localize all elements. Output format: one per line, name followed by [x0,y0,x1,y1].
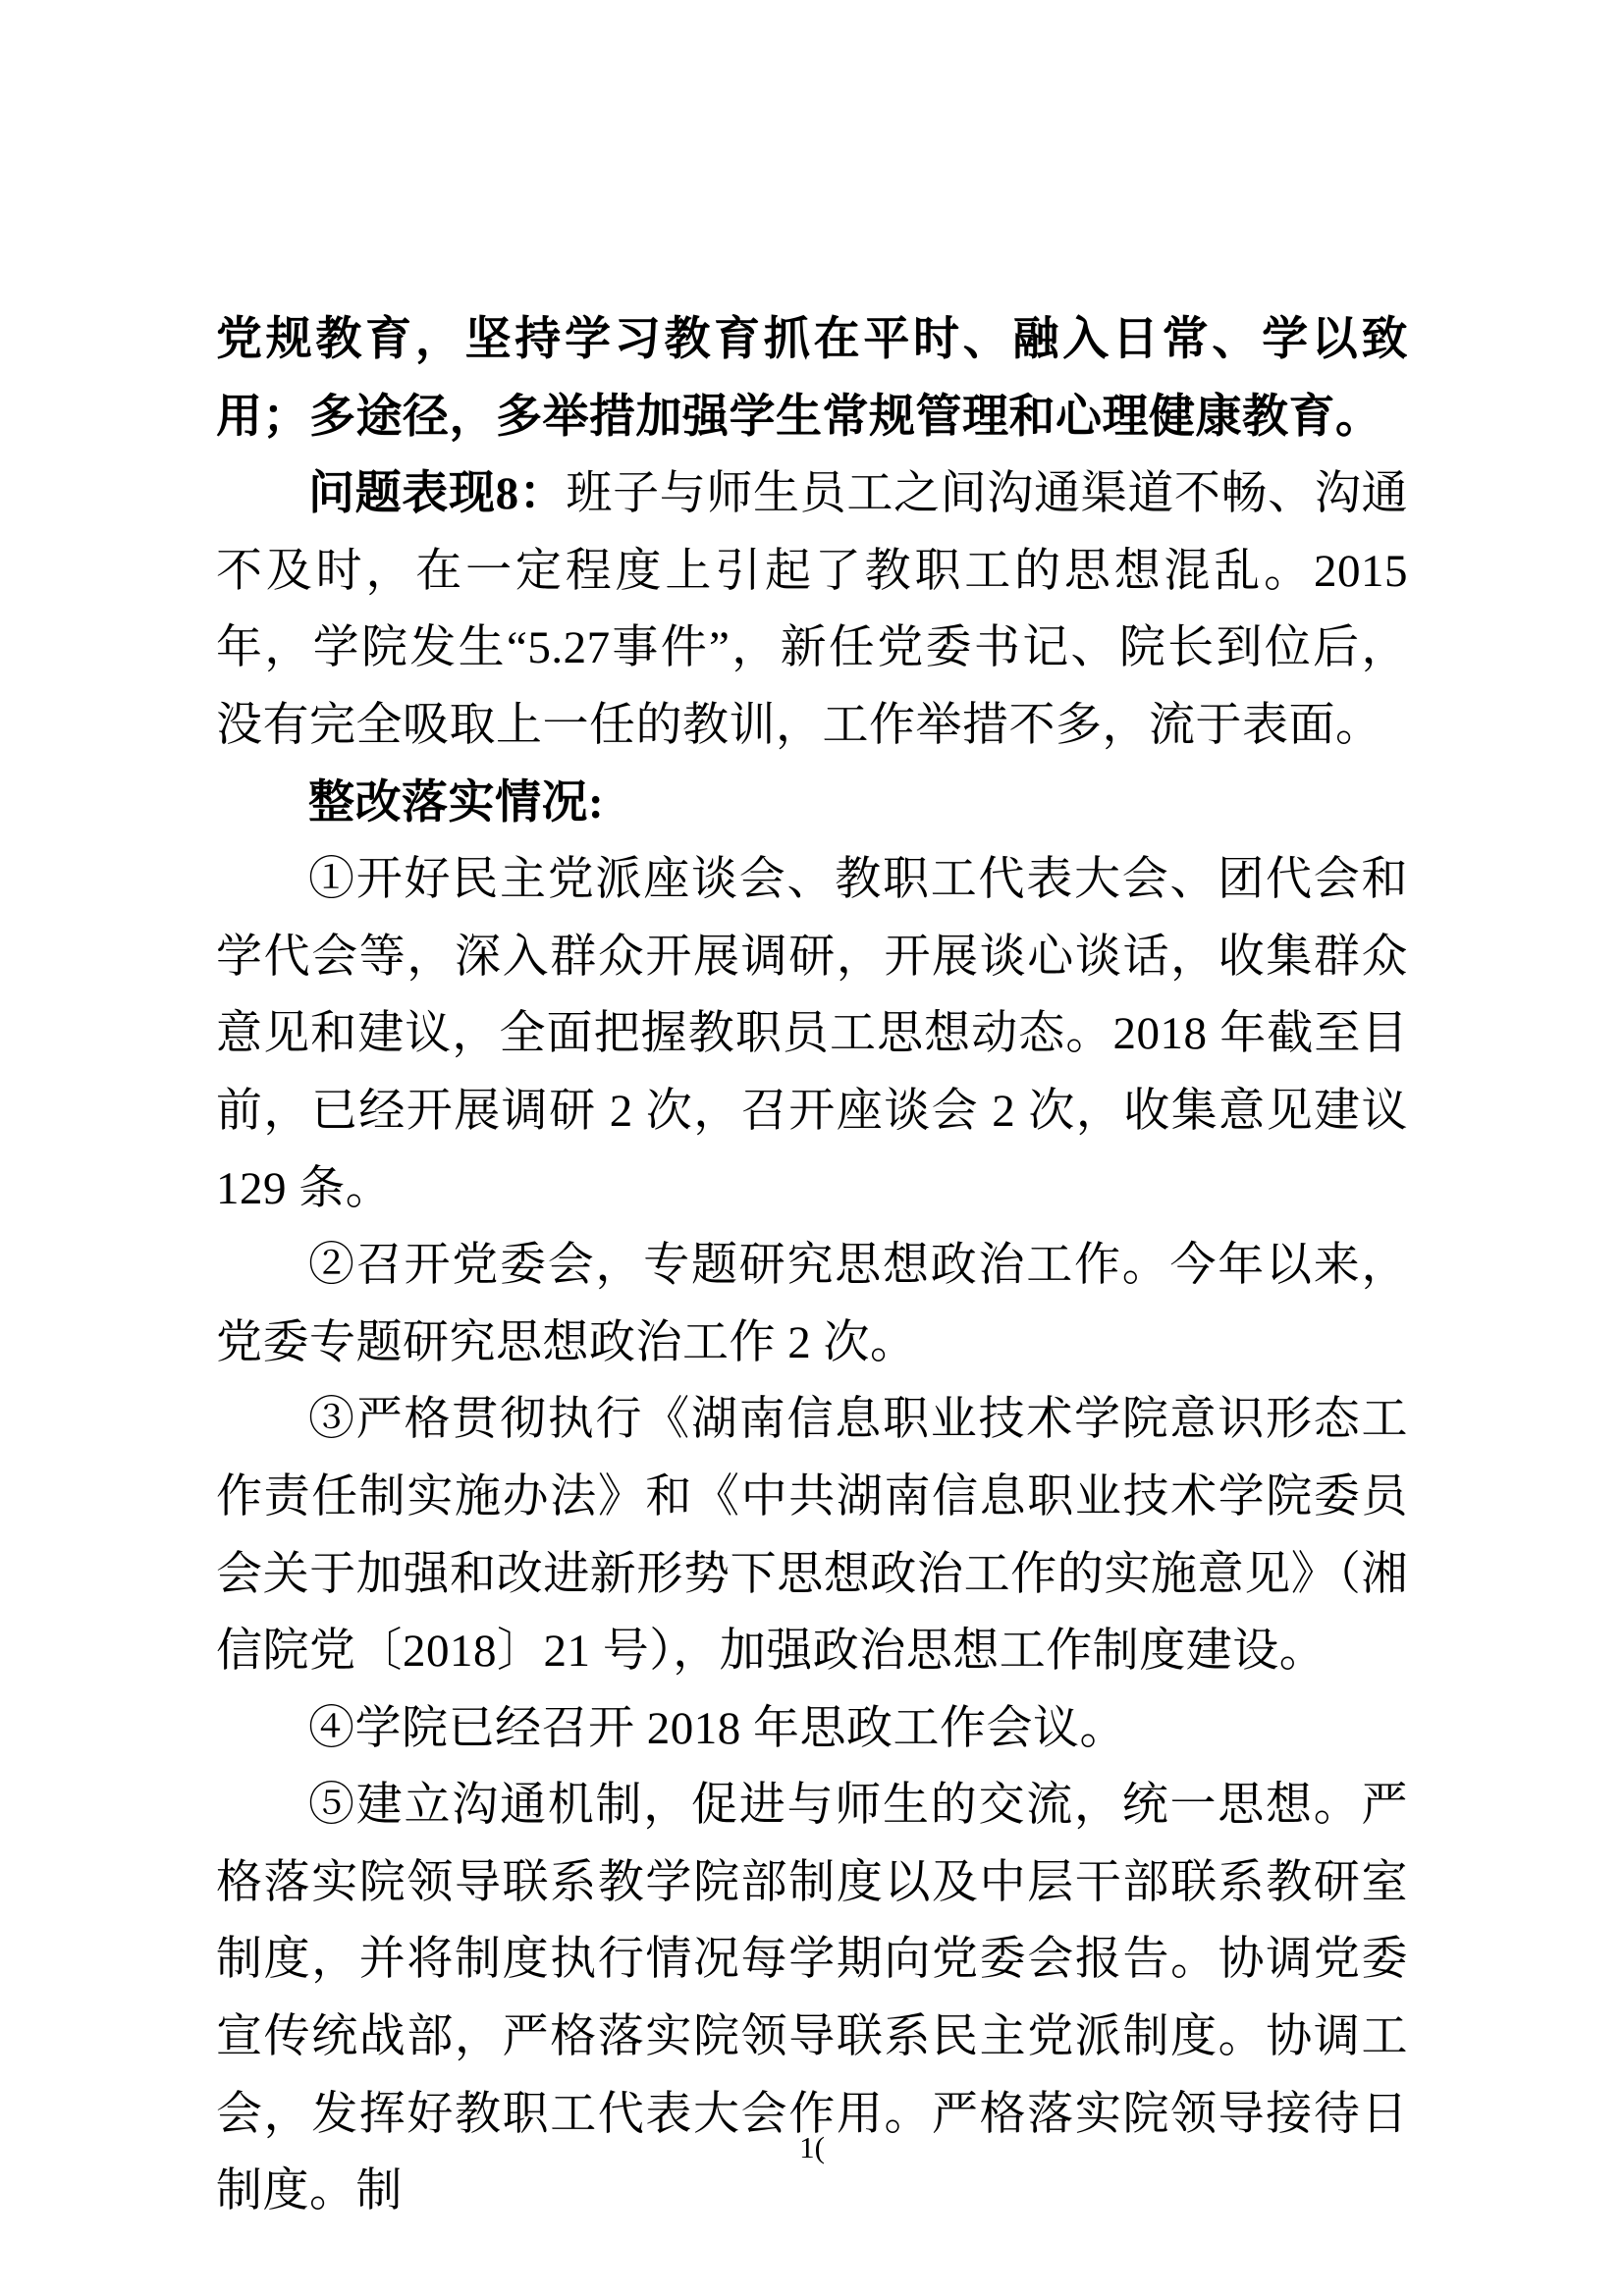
problem-8-body: 班子与师生员工之间沟通渠道不畅、沟通不及时，在一定程度上引起了教职工的思想混乱。2015年，学院发生“5.27事件”，新任党委书记、院长到位后，没有完全吸取上一任的教训，工作举措不多，流于表面。 [216,468,1409,751]
paragraph-continuation: 党规教育，坚持学习教育抓在平时、融入日常、学以致用；多途径，多举措加强学生常规管理和心理健康教育。 [216,314,1408,443]
document-body [216,301,1408,2230]
paragraph-measure-2: ②召开党委会，专题研究思想政治工作。今年以来，党委专题研究思想政治工作 2 次。 [216,1240,1408,1368]
problem-8-label: 问题表现8： [308,468,567,520]
paragraph-problem-8 [216,455,1408,764]
paragraph-measure-5: ⑤建立沟通机制，促进与师生的交流，统一思想。严格落实院领导联系教学院部制度以及中层干部联系教研室制度，并将制度执行情况每学期向党委会报告。协调党委宣传统战部，严格落实院领导联系民主党派制度。协调工会，发挥好教职工代表大会作用。严格落实院领导接待日制度。制 [216,1780,1408,2217]
paragraph-rectification-heading: 整改落实情况: [308,776,605,828]
paragraph-measure-3: ③严格贯彻执行《湖南信息职业技术学院意识形态工作责任制实施办法》和《中共湖南信息职业技术学院委员会关于加强和改进新形势下思想政治工作的实施意见》（湘信院党〔2018〕21 号），加强政治思想工作制度建设。 [216,1394,1408,1678]
paragraph-measure-1: ①开好民主党派座谈会、教职工代表大会、团代会和学代会等，深入群众开展调研，开展谈心谈话，收集群众意见和建议，全面把握教职员工思想动态。2018 年截至目前，已经开展调研 2 次，召开座谈会 2 次，收集意见建议 129 条。 [216,854,1408,1214]
paragraph-measure-4: ④学院已经召开 2018 年思政工作会议。 [308,1702,1126,1754]
page-number: 1( [799,2130,825,2164]
